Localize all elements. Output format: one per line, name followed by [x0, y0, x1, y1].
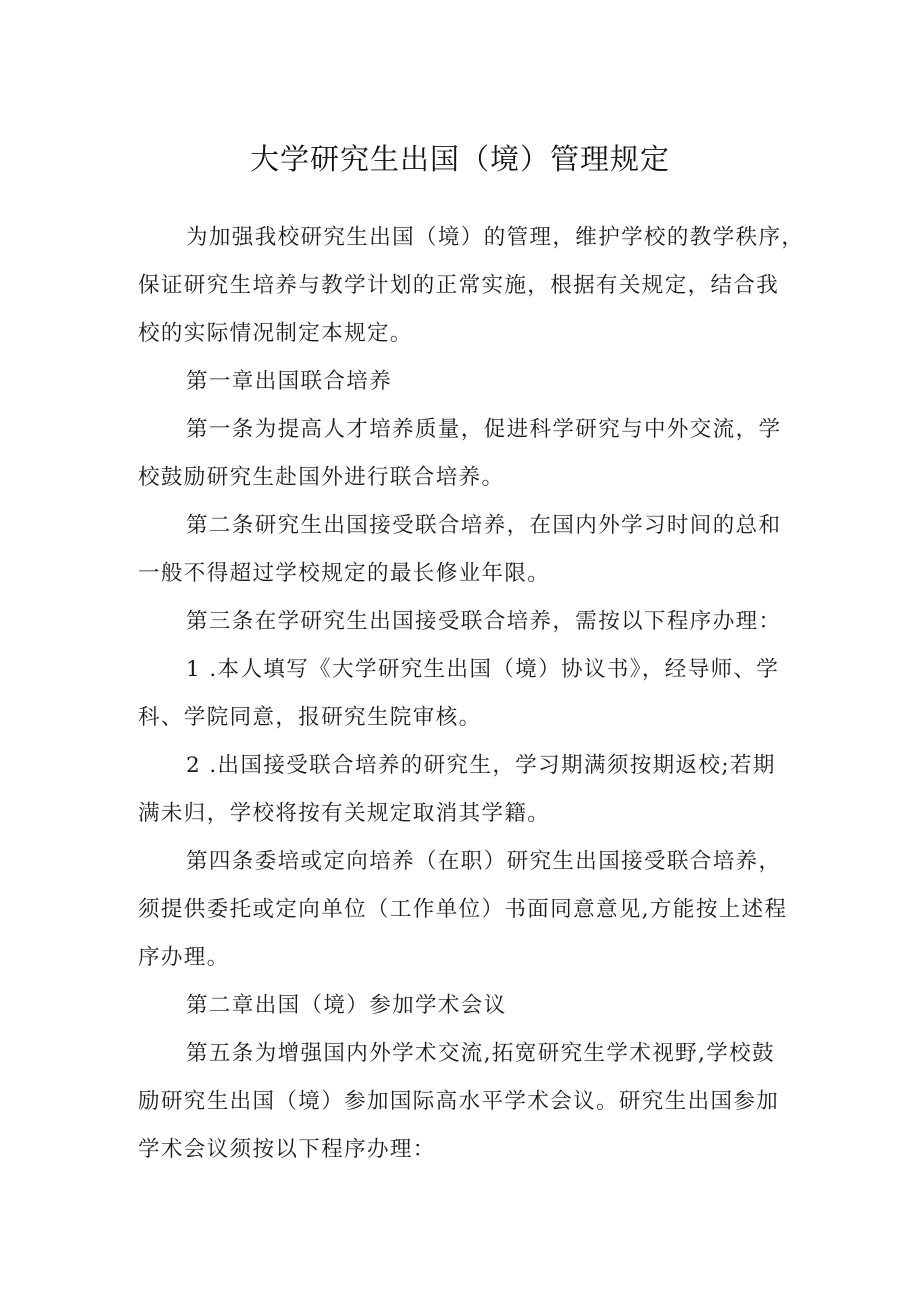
article-3-item-1-line-2: 科、学院同意，报研究生院审核。: [138, 705, 482, 730]
chapter-1-heading: 第一章出国联合培养: [186, 369, 393, 394]
article-4-line-2: 须提供委托或定向单位（工作单位）书面同意意见,方能按上述程: [138, 897, 788, 922]
article-3-item-1-line-1: 1 .本人填写《大学研究生出国（境）协议书》，经导师、学: [186, 657, 780, 682]
article-3-line-1: 第三条在学研究生出国接受联合培养，需按以下程序办理：: [186, 609, 782, 634]
article-5-line-2: 励研究生出国（境）参加国际高水平学术会议。研究生出国参加: [138, 1089, 780, 1114]
article-1-line-1: 第一条为提高人才培养质量，促进科学研究与中外交流，学: [186, 417, 782, 442]
article-4-line-1: 第四条委培或定向培养（在职）研究生出国接受联合培养，: [186, 849, 782, 874]
paragraph-intro-line-1: 为加强我校研究生出国（境）的管理，维护学校的教学秩序，: [186, 225, 805, 250]
article-4-line-3: 序办理。: [138, 945, 230, 970]
document-body: [138, 214, 805, 1174]
document-title: 大学研究生出国（境）管理规定: [249, 142, 670, 176]
chapter-2-heading: 第二章出国（境）参加学术会议: [186, 993, 507, 1018]
article-5-line-3: 学术会议须按以下程序办理：: [138, 1137, 436, 1162]
article-2-line-1: 第二条研究生出国接受联合培养，在国内外学习时间的总和: [186, 513, 782, 538]
article-1-line-2: 校鼓励研究生赴国外进行联合培养。: [138, 465, 505, 490]
paragraph-intro-line-3: 校的实际情况制定本规定。: [138, 321, 413, 346]
article-2-line-2: 一般不得超过学校规定的最长修业年限。: [138, 561, 551, 586]
article-3-item-2-line-1: 2 .出国接受联合培养的研究生，学习期满须按期返校;若期: [186, 753, 776, 778]
article-3-item-2-line-2: 满未归，学校将按有关规定取消其学籍。: [138, 801, 551, 826]
paragraph-intro-line-2: 保证研究生培养与教学计划的正常实施，根据有关规定，结合我: [138, 273, 780, 298]
article-5-line-1: 第五条为增强国内外学术交流,拓宽研究生学术视野,学校鼓: [186, 1041, 775, 1066]
